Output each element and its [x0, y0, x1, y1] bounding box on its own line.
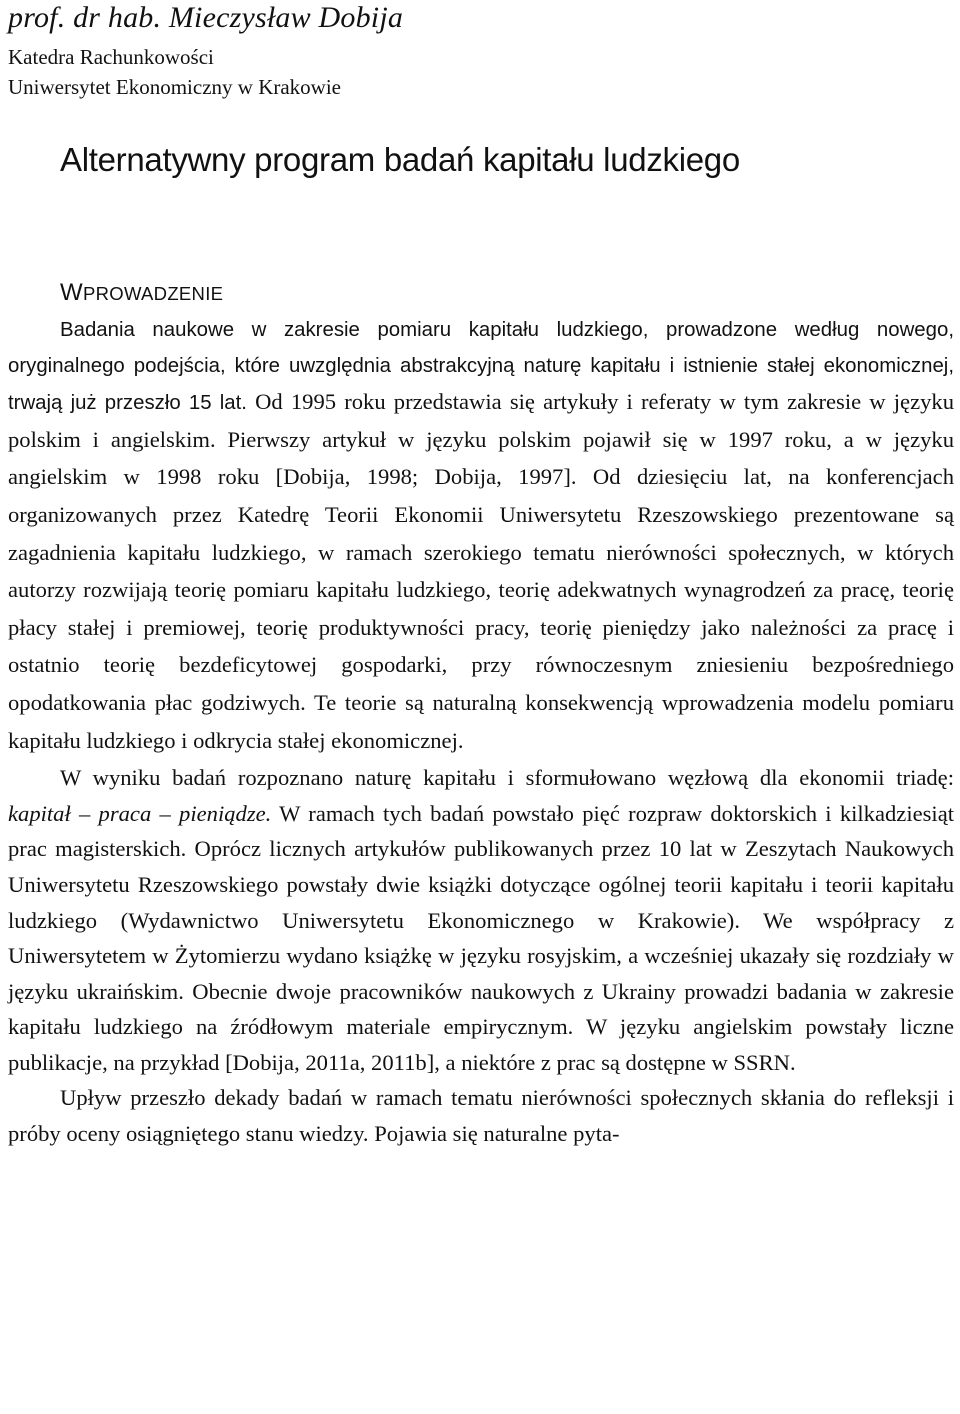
university-name: Uniwersytet Ekonomiczny w Krakowie	[8, 75, 341, 99]
document-page	[8, 0, 954, 1152]
paragraph-3: Upływ przeszło dekady badań w ramach tematu nierówności społecznych skłania do refleksji i próby oceny osiągniętego stanu wiedzy. Pojawia się naturalne pyta-	[8, 1085, 954, 1147]
affiliation	[8, 42, 954, 102]
triad-text: kapitał – praca – pieniądze.	[8, 800, 272, 826]
paragraph-2-part-b: W ramach tych badań powstało pięć rozpraw doktorskich i kilkadziesiąt prac magisterskich. Oprócz licznych artykułów publikowanych przez 10 lat w Zeszytach Naukowych Uniwersytetu Rzeszowskiego powstały dwie książki dotyczące ogólnej teorii kapitału i teorii kapitału ludzkiego (Wydawnictwo Uniwersytetu Ekonomicznego w Krakowie). We współpracy z Uniwersytetem w Żytomierzu wydano książkę w języku rosyjskim, a wcześniej ukazały się rozdziały w języku ukraińskim. Obecnie dwoje pracowników naukowych z Ukrainy prowadzi badania w zakresie kapitału ludzkiego na źródłowym materiale empirycznym. W języku angielskim powstały liczne publikacje, na przykład [Dobija, 2011a, 2011b], a niektóre z prac są dostępne w SSRN.	[8, 800, 954, 1075]
paragraph-2	[8, 760, 954, 1080]
department-name: Katedra Rachunkowości	[8, 45, 214, 69]
paragraph-1-part-b: Od 1995 roku przedstawia się artykuły i referaty w tym zakresie w języku polskim i angielskim. Pierwszy artykuł w języku polskim pojawił się w 1997 roku, a w języku angielskim w 1998 roku [Dobija, 1998; Dobija, 1997]. Od dziesięciu lat, na konferencjach organizowanych przez Katedrę Teorii Ekonomii Uniwersytetu Rzeszowskiego prezentowane są zagadnienia kapitału ludzkiego, w ramach szerokiego tematu nierówności społecznych, w których autorzy rozwijają teorię pomiaru kapitału ludzkiego, teorię adekwatnych wynagrodzeń za pracę, teorię płacy stałej i premiowej, teorię produktywności pracy, teorię pieniędzy jako należności za pracę i ostatnio teorię bezdeficytowej gospodarki, przy równoczesnym zniesieniu bezpośredniego opodatkowania płac godziwych. Te teorie są naturalną konsekwencją wprowadzenia modelu pomiaru kapitału ludzkiego i odkrycia stałej ekonomicznej.	[8, 389, 954, 753]
paragraph-1-part-a: Badania naukowe w zakresie pomiaru kapitału ludzkiego, prowadzone według nowego, oryginalnego podejścia, które uwzględnia abstrakcyjną naturę kapitału i istnienie stałej ekonomicznej, trwają już przeszło 15 lat.	[8, 319, 954, 415]
paragraph-1	[8, 313, 954, 760]
paragraph-2-part-a: W wyniku badań rozpoznano naturę kapitału i sformułowano węzłową dla ekonomii triadę:	[60, 765, 954, 791]
article-title: Alternatywny program badań kapitału ludzkiego	[60, 141, 740, 178]
author-name: prof. dr hab. Mieczysław Dobija	[8, 1, 404, 34]
section-heading-rest: PROWADZENIE	[82, 283, 224, 304]
section-heading-initial: W	[60, 279, 83, 306]
section-heading	[60, 277, 954, 310]
